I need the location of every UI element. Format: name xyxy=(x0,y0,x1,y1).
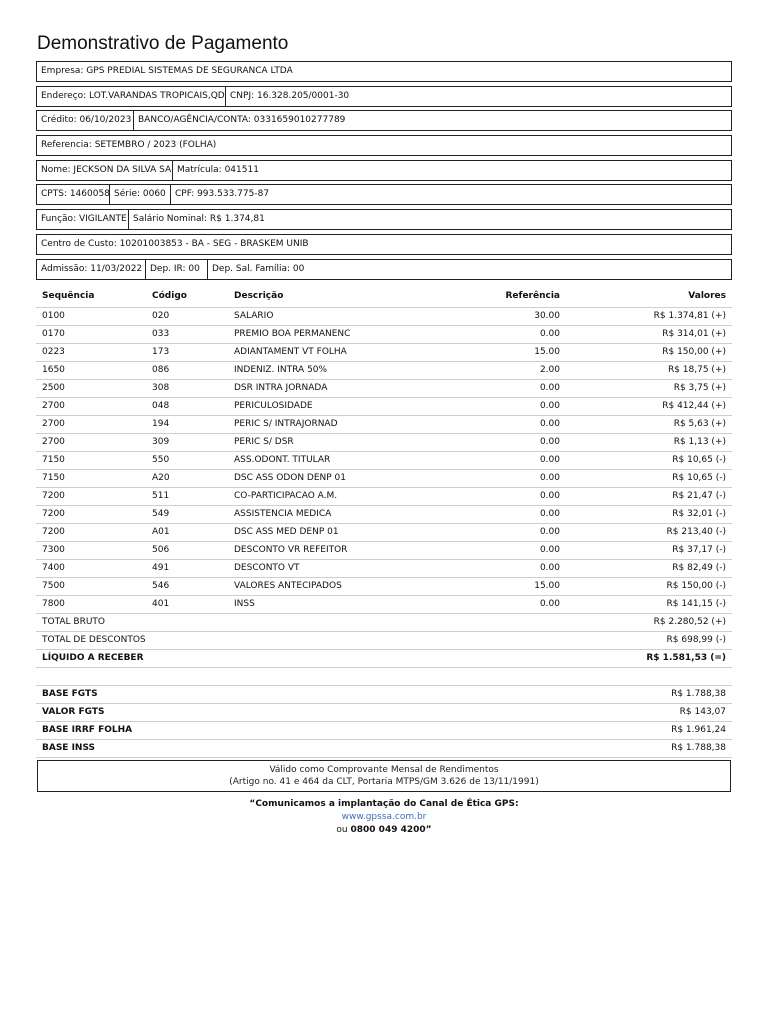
row-code: 401 xyxy=(152,599,170,609)
row-value: R$ 314,01 (+) xyxy=(662,329,726,339)
fgts-base-value: R$ 1.788,38 xyxy=(671,689,726,699)
row-description: DSC ASS MED DENP 01 xyxy=(234,527,339,537)
row-reference: 0.00 xyxy=(539,437,560,447)
table-row xyxy=(36,488,732,506)
address-box xyxy=(36,86,732,107)
total-deductions-row xyxy=(36,632,732,650)
row-sequence: 7200 xyxy=(42,527,65,537)
bank-account: BANCO/AGÊNCIA/CONTA: 0331659010277789 xyxy=(138,115,346,125)
row-description: DESCONTO VT xyxy=(234,563,300,573)
row-description: DESCONTO VR REFEITOR xyxy=(234,545,348,555)
table-row xyxy=(36,470,732,488)
row-code: 033 xyxy=(152,329,170,339)
row-sequence: 7500 xyxy=(42,581,65,591)
total-gross-label: TOTAL BRUTO xyxy=(42,617,106,627)
admission-date: Admissão: 11/03/2022 xyxy=(37,260,146,279)
employee-registration: Matrícula: 041511 xyxy=(177,165,259,175)
row-description: DSC ASS ODON DENP 01 xyxy=(234,473,347,483)
table-row xyxy=(36,452,732,470)
row-code: 506 xyxy=(152,545,170,555)
row-reference: 0.00 xyxy=(539,491,560,501)
row-sequence: 2700 xyxy=(42,419,65,429)
fgts-value-row xyxy=(36,704,732,722)
row-description: ASS.ODONT. TITULAR xyxy=(234,455,331,465)
ethics-phone: 0800 049 4200” xyxy=(350,825,432,835)
table-row xyxy=(36,416,732,434)
row-sequence: 7300 xyxy=(42,545,65,555)
row-reference: 0.00 xyxy=(539,527,560,537)
company-address: Endereço: LOT.VARANDAS TROPICAIS,QD xyxy=(37,87,226,106)
row-description: ADIANTAMENT VT FOLHA xyxy=(234,347,347,357)
row-reference: 0.00 xyxy=(539,329,560,339)
row-value: R$ 150,00 (+) xyxy=(662,347,726,357)
table-row xyxy=(36,560,732,578)
total-deductions-label: TOTAL DE DESCONTOS xyxy=(42,635,146,645)
table-row xyxy=(36,578,732,596)
ctps-number: CPTS: 1460058 xyxy=(37,185,110,204)
row-code: 194 xyxy=(152,419,170,429)
row-reference: 0.00 xyxy=(539,401,560,411)
row-code: 086 xyxy=(152,365,170,375)
table-row xyxy=(36,344,732,362)
inss-base-row xyxy=(36,740,732,758)
row-reference: 30.00 xyxy=(534,311,560,321)
section-spacer xyxy=(36,668,732,686)
legal-notice-line1: Válido como Comprovante Mensal de Rendimentos xyxy=(269,765,499,775)
row-reference: 2.00 xyxy=(539,365,560,375)
row-sequence: 2700 xyxy=(42,401,65,411)
ethics-or: ou xyxy=(336,825,351,835)
payment-table xyxy=(36,286,732,758)
row-description: PERICULOSIDADE xyxy=(234,401,313,411)
row-sequence: 7150 xyxy=(42,473,65,483)
row-code: 550 xyxy=(152,455,170,465)
table-header xyxy=(36,286,732,308)
row-code: 546 xyxy=(152,581,170,591)
cost-center-box xyxy=(36,234,732,255)
row-sequence: 0100 xyxy=(42,311,65,321)
row-sequence: 7150 xyxy=(42,455,65,465)
row-value: R$ 10,65 (-) xyxy=(672,455,726,465)
table-row xyxy=(36,506,732,524)
row-reference: 0.00 xyxy=(539,383,560,393)
irrf-base-value: R$ 1.961,24 xyxy=(671,725,726,735)
family-dependents: Dep. Sal. Família: 00 xyxy=(212,264,305,274)
ethics-message: “Comunicamos a implantação do Canal de Ética GPS: xyxy=(249,799,519,809)
company-cnpj: CNPJ: 16.328.205/0001-30 xyxy=(230,91,350,101)
row-code: 549 xyxy=(152,509,170,519)
row-value: R$ 213,40 (-) xyxy=(666,527,726,537)
total-deductions-value: R$ 698,99 (-) xyxy=(666,635,726,645)
table-row xyxy=(36,524,732,542)
col-description: Descrição xyxy=(234,291,284,301)
company-name: Empresa: GPS PREDIAL SISTEMAS DE SEGURANCA LTDA xyxy=(41,66,293,76)
row-value: R$ 18,75 (+) xyxy=(667,365,726,375)
row-value: R$ 141,15 (-) xyxy=(666,599,726,609)
total-gross-row xyxy=(36,614,732,632)
row-code: 491 xyxy=(152,563,170,573)
row-reference: 0.00 xyxy=(539,473,560,483)
row-code: 309 xyxy=(152,437,170,447)
documents-box xyxy=(36,184,732,205)
row-sequence: 7800 xyxy=(42,599,65,609)
total-gross-value: R$ 2.280,52 (+) xyxy=(653,617,726,627)
inss-base-label: BASE INSS xyxy=(42,743,96,753)
row-description: INSS xyxy=(234,599,255,609)
row-reference: 0.00 xyxy=(539,545,560,555)
row-sequence: 2500 xyxy=(42,383,65,393)
row-code: A20 xyxy=(152,473,170,483)
cost-center: Centro de Custo: 10201003853 - BA - SEG - BRASKEM UNIB xyxy=(41,239,309,249)
fgts-value-label: VALOR FGTS xyxy=(42,707,105,717)
row-code: 020 xyxy=(152,311,170,321)
row-sequence: 1650 xyxy=(42,365,65,375)
table-row xyxy=(36,434,732,452)
row-reference: 0.00 xyxy=(539,599,560,609)
row-description: PERIC S/ DSR xyxy=(234,437,294,447)
row-value: R$ 21,47 (-) xyxy=(672,491,726,501)
row-sequence: 7200 xyxy=(42,509,65,519)
row-sequence: 0170 xyxy=(42,329,65,339)
row-reference: 0.00 xyxy=(539,455,560,465)
irrf-base-row xyxy=(36,722,732,740)
row-value: R$ 1.374,81 (+) xyxy=(653,311,726,321)
ethics-notice xyxy=(0,798,768,837)
legal-notice-box xyxy=(37,760,731,792)
row-description: DSR INTRA JORNADA xyxy=(234,383,328,393)
ethics-link[interactable]: www.gpssa.com.br xyxy=(341,812,427,822)
row-code: A01 xyxy=(152,527,170,537)
row-code: 173 xyxy=(152,347,170,357)
ir-dependents: Dep. IR: 00 xyxy=(146,260,208,279)
row-sequence: 0223 xyxy=(42,347,65,357)
table-row xyxy=(36,596,732,614)
row-value: R$ 412,44 (+) xyxy=(662,401,726,411)
ctps-series: Série: 0060 xyxy=(110,185,171,204)
row-value: R$ 82,49 (-) xyxy=(672,563,726,573)
col-values: Valores xyxy=(688,291,726,301)
row-value: R$ 5,63 (+) xyxy=(673,419,726,429)
company-box xyxy=(36,61,732,82)
legal-notice-line2: (Artigo no. 41 e 464 da CLT, Portaria MTPS/GM 3.626 de 13/11/1991) xyxy=(229,777,539,787)
row-value: R$ 32,01 (-) xyxy=(672,509,726,519)
irrf-base-label: BASE IRRF FOLHA xyxy=(42,725,133,735)
row-sequence: 7200 xyxy=(42,491,65,501)
credit-date: Crédito: 06/10/2023 xyxy=(37,111,134,130)
row-description: ASSISTENCIA MEDICA xyxy=(234,509,332,519)
row-sequence: 7400 xyxy=(42,563,65,573)
table-body xyxy=(36,308,732,614)
page-title: Demonstrativo de Pagamento xyxy=(37,33,289,54)
table-row xyxy=(36,380,732,398)
row-sequence: 2700 xyxy=(42,437,65,447)
inss-base-value: R$ 1.788,38 xyxy=(671,743,726,753)
row-reference: 0.00 xyxy=(539,509,560,519)
employee-role: Função: VIGILANTE xyxy=(37,210,129,229)
row-reference: 15.00 xyxy=(534,581,560,591)
fgts-base-label: BASE FGTS xyxy=(42,689,98,699)
credit-box xyxy=(36,110,732,131)
table-row xyxy=(36,326,732,344)
employee-box xyxy=(36,160,732,181)
table-row xyxy=(36,542,732,560)
table-row xyxy=(36,308,732,326)
row-reference: 15.00 xyxy=(534,347,560,357)
admission-box xyxy=(36,259,732,280)
reference-period: Referencia: SETEMBRO / 2023 (FOLHA) xyxy=(41,140,217,150)
fgts-value-value: R$ 143,07 xyxy=(679,707,726,717)
row-description: VALORES ANTECIPADOS xyxy=(234,581,342,591)
row-description: CO-PARTICIPACAO A.M. xyxy=(234,491,338,501)
nominal-salary: Salário Nominal: R$ 1.374,81 xyxy=(133,214,265,224)
net-pay-row xyxy=(36,650,732,668)
role-box xyxy=(36,209,732,230)
row-reference: 0.00 xyxy=(539,563,560,573)
row-value: R$ 150,00 (-) xyxy=(666,581,726,591)
row-value: R$ 10,65 (-) xyxy=(672,473,726,483)
row-code: 048 xyxy=(152,401,170,411)
reference-box xyxy=(36,135,732,156)
net-pay-label: LÍQUIDO A RECEBER xyxy=(42,653,144,663)
row-reference: 0.00 xyxy=(539,419,560,429)
employee-cpf: CPF: 993.533.775-87 xyxy=(175,189,270,199)
row-description: INDENIZ. INTRA 50% xyxy=(234,365,328,375)
employee-name: Nome: JECKSON DA SILVA SA xyxy=(37,161,173,180)
row-code: 511 xyxy=(152,491,170,501)
col-sequence: Sequência xyxy=(42,291,95,301)
ethics-phone-line xyxy=(0,824,768,837)
row-value: R$ 37,17 (-) xyxy=(672,545,726,555)
row-description: SALARIO xyxy=(234,311,274,321)
net-pay-value: R$ 1.581,53 (=) xyxy=(646,653,726,663)
table-row xyxy=(36,398,732,416)
fgts-base-row xyxy=(36,686,732,704)
col-code: Código xyxy=(152,291,187,301)
row-description: PERIC S/ INTRAJORNAD xyxy=(234,419,338,429)
row-value: R$ 3,75 (+) xyxy=(673,383,726,393)
table-row xyxy=(36,362,732,380)
col-reference: Referência xyxy=(505,291,560,301)
row-description: PREMIO BOA PERMANENC xyxy=(234,329,351,339)
row-code: 308 xyxy=(152,383,170,393)
row-value: R$ 1,13 (+) xyxy=(673,437,726,447)
